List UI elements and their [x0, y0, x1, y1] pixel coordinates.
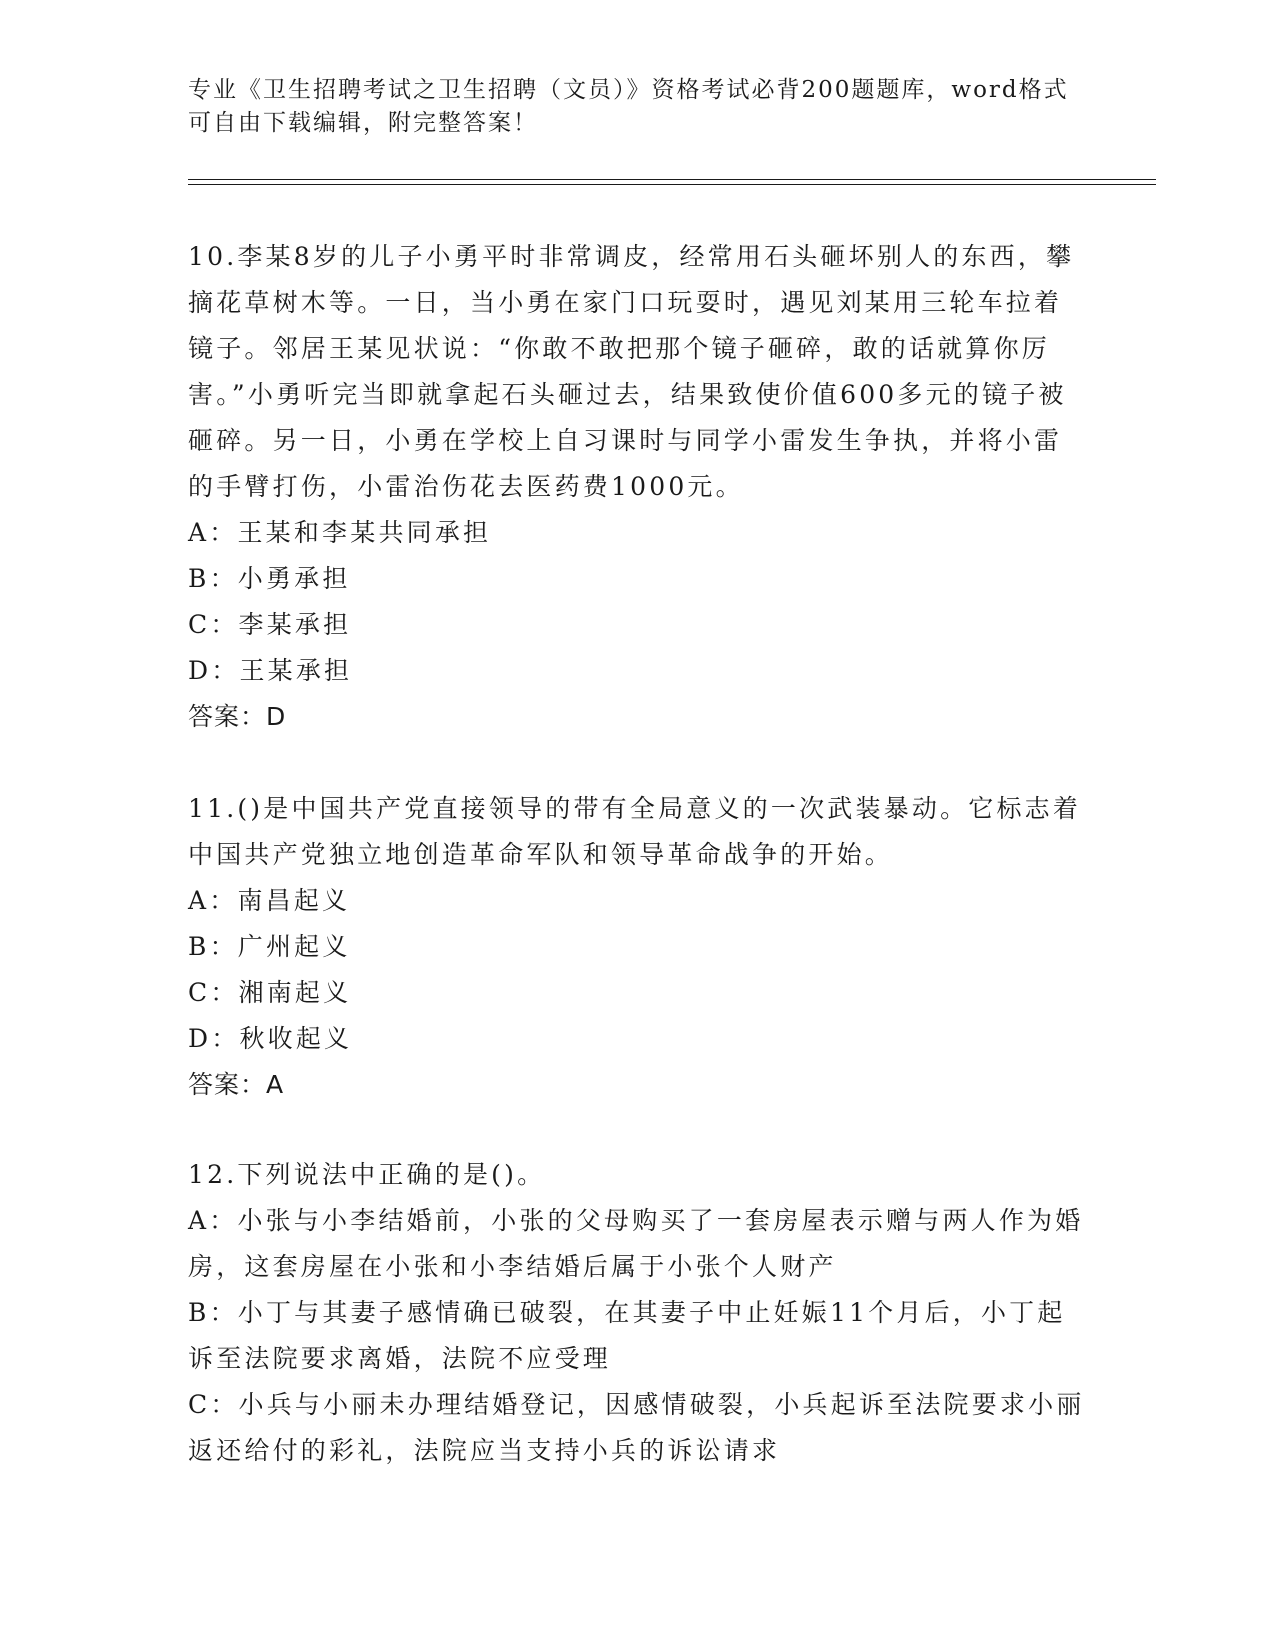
document-header [188, 74, 1088, 140]
option-a: A：南昌起义 [188, 886, 351, 915]
header-title-line-1: 专业《卫生招聘考试之卫生招聘（文员）》资格考试必背200题题库，word格式 [188, 77, 1069, 103]
question-stem: 12.下列说法中正确的是()。 [188, 1160, 546, 1189]
option-b: B：广州起义 [188, 932, 351, 961]
question-10 [188, 234, 1088, 740]
option-c: C：李某承担 [188, 610, 352, 639]
option-a: A：小张与小李结婚前，小张的父母购买了一套房屋表示赠与两人作为婚房，这套房屋在小张和小李结婚后属于小张个人财产 [188, 1206, 1084, 1281]
answer: 答案：A [188, 1070, 285, 1099]
question-11 [188, 786, 1088, 1108]
header-title-line-2: 可自由下载编辑，附完整答案！ [188, 110, 538, 136]
option-b: B：小勇承担 [188, 564, 351, 593]
option-c: C：湘南起义 [188, 978, 352, 1007]
option-a: A：王某和李某共同承担 [188, 518, 492, 547]
header-divider-bottom [188, 184, 1156, 185]
option-d: D：王某承担 [188, 656, 353, 685]
header-divider-top [188, 179, 1156, 180]
option-d: D：秋收起义 [188, 1024, 353, 1053]
option-c: C：小兵与小丽未办理结婚登记，因感情破裂，小兵起诉至法院要求小丽返还给付的彩礼，法院应当支持小兵的诉讼请求 [188, 1390, 1085, 1465]
answer: 答案：D [188, 702, 287, 731]
question-stem: 10.李某8岁的儿子小勇平时非常调皮，经常用石头砸坏别人的东西，攀摘花草树木等。一日，当小勇在家门口玩耍时，遇见刘某用三轮车拉着镜子。邻居王某见状说：“你敢不敢把那个镜子砸碎，敢的话就算你厉害。”小勇听完当即就拿起石头砸过去，结果致使价值600多元的镜子被砸碎。另一日，小勇在学校上自习课时与同学小雷发生争执，并将小雷的手臂打伤，小雷治伤花去医药费1000元。 [188, 242, 1075, 501]
question-stem: 11.()是中国共产党直接领导的带有全局意义的一次武装暴动。它标志着中国共产党独立地创造革命军队和领导革命战争的开始。 [188, 794, 1082, 869]
question-12 [188, 1152, 1088, 1474]
option-b: B：小丁与其妻子感情确已破裂，在其妻子中止妊娠11个月后，小丁起诉至法院要求离婚，法院不应受理 [188, 1298, 1066, 1373]
